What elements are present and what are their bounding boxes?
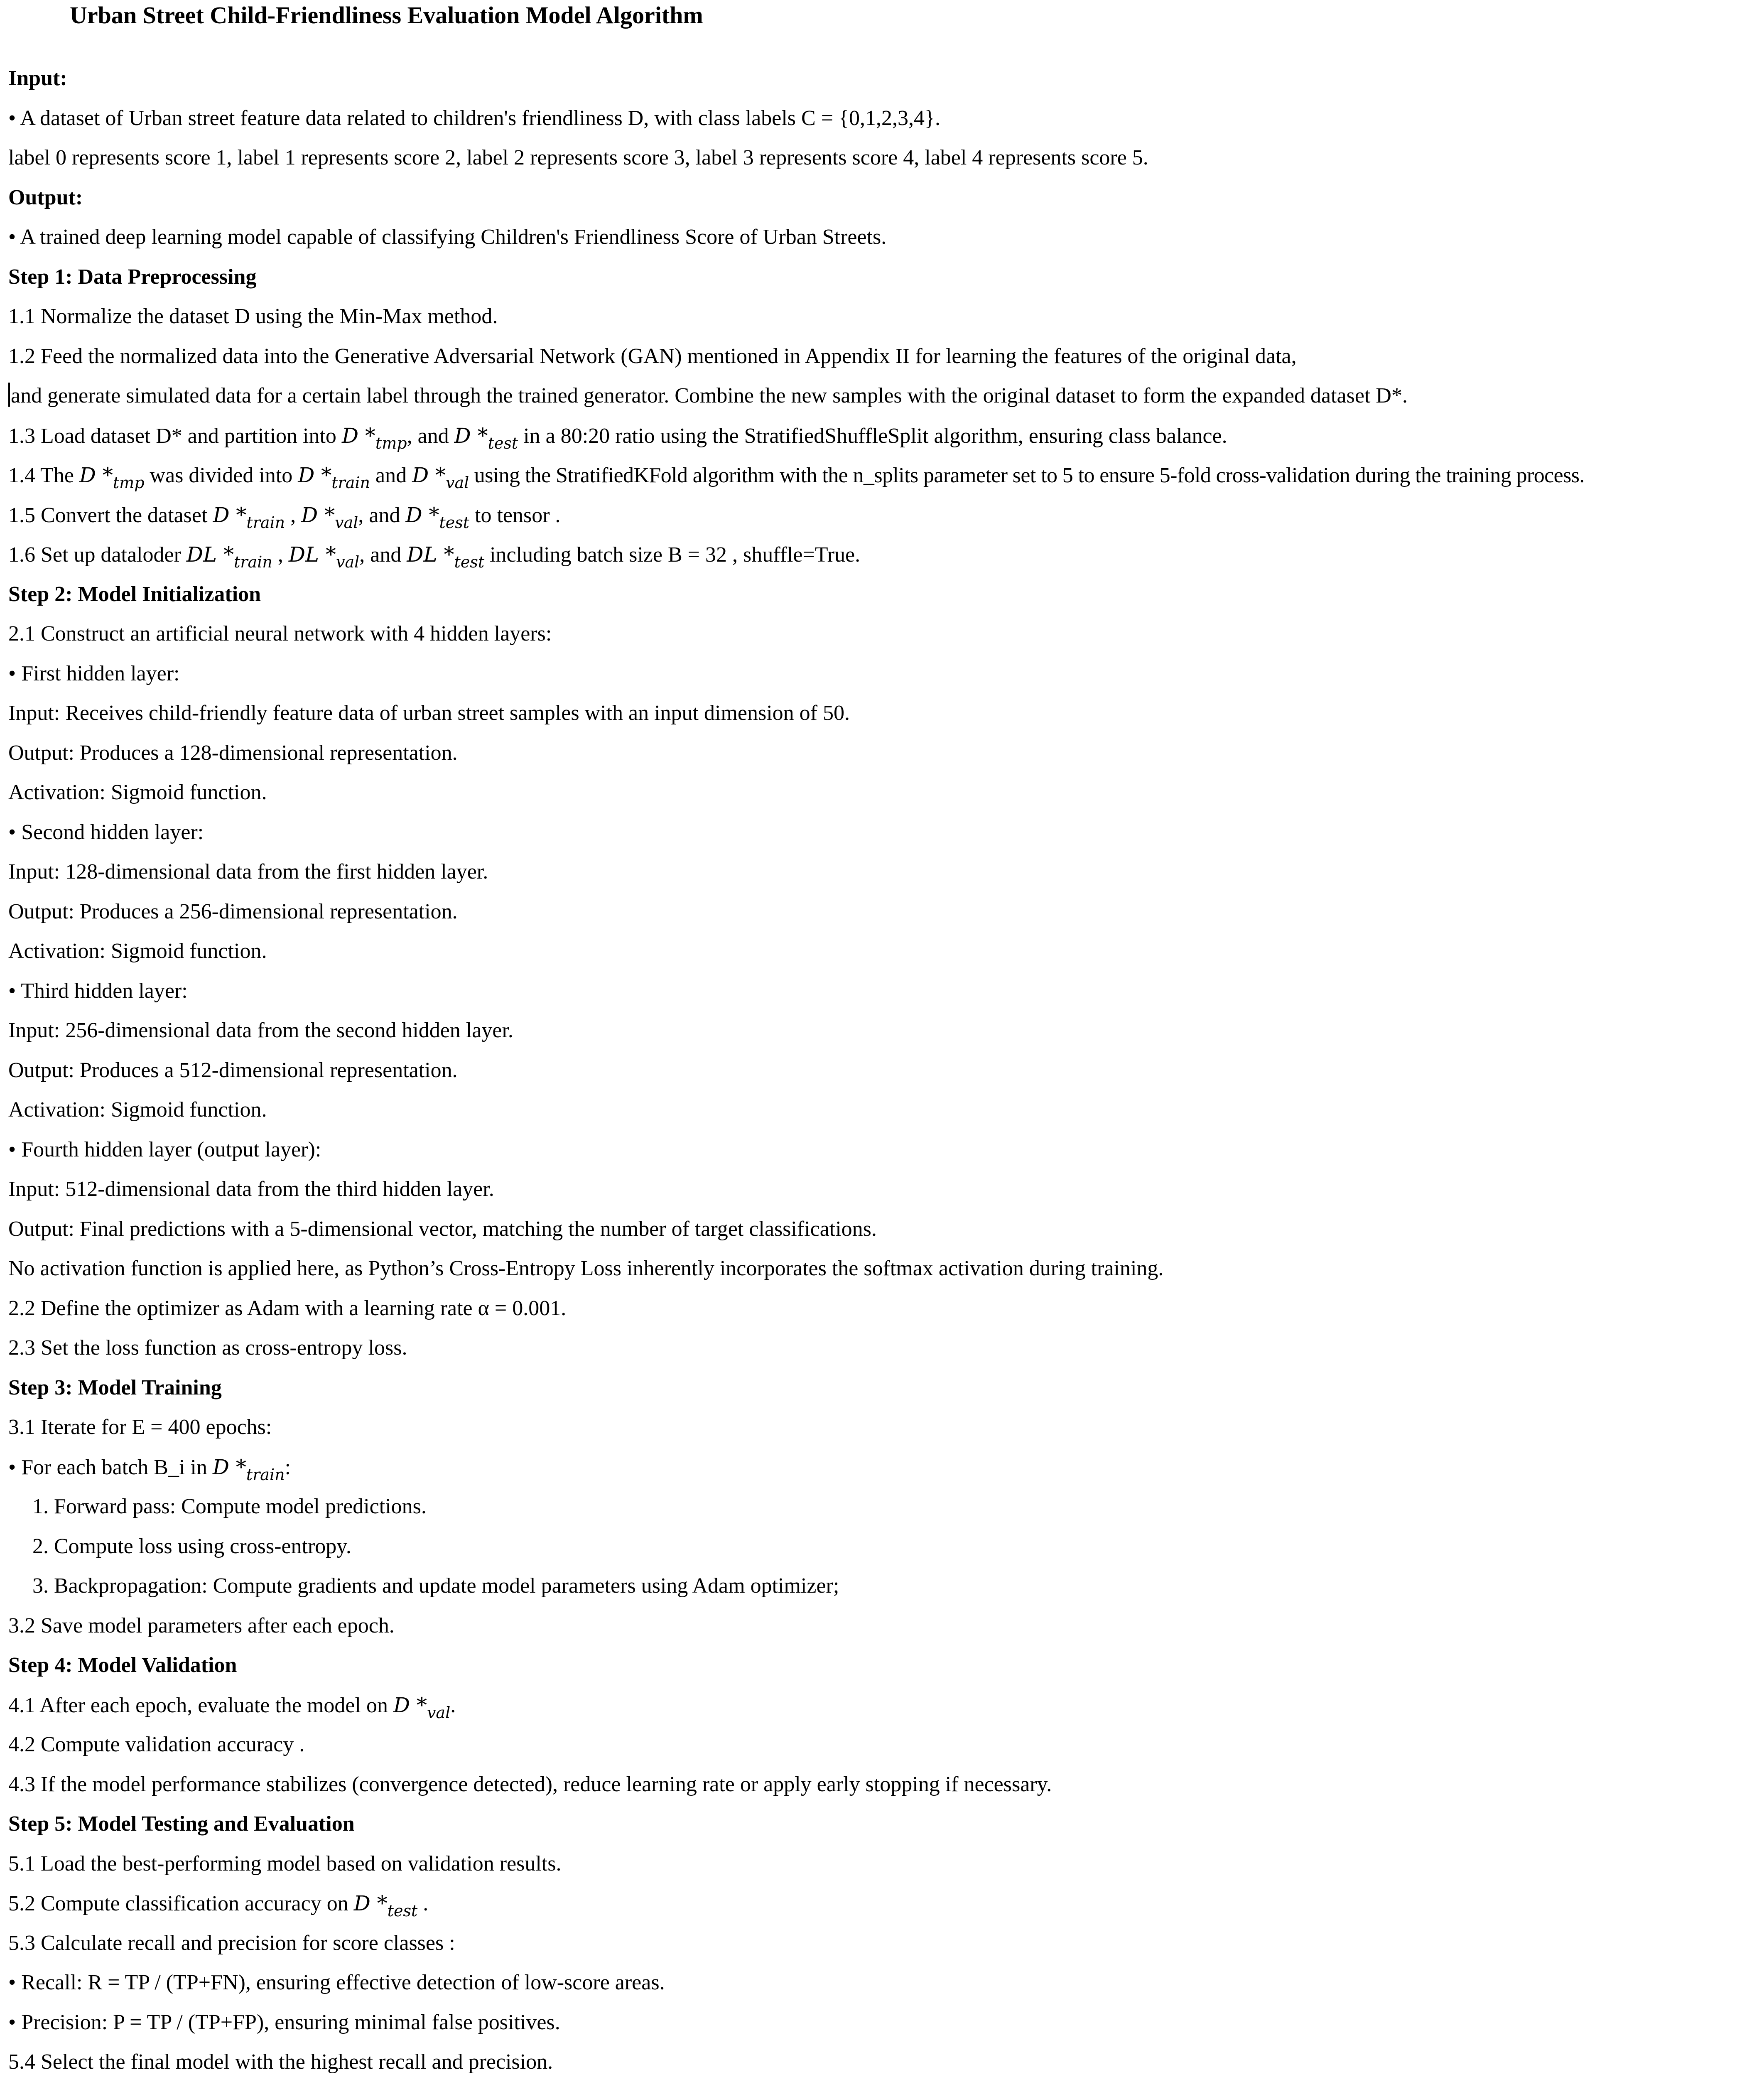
step-2-2: 2.2 Define the optimizer as Adam with a learning rate α = 0.001. <box>8 1296 567 1320</box>
step-2-1: 2.1 Construct an artificial neural network with 4 hidden layers: <box>8 622 552 646</box>
layer-1-input: Input: Receives child-friendly feature data of urban street samples with an input dimension of 50. <box>8 701 850 725</box>
text-run: using the StratifiedKFold algorithm with the n_splits parameter set to 5 to ensure 5-fold cross-validation during the training process. <box>469 464 1585 487</box>
math-subscript: train <box>246 1465 285 1484</box>
text-run: , <box>285 503 302 527</box>
text-run: and <box>370 464 412 487</box>
layer-2-input: Input: 128-dimensional data from the first hidden layer. <box>8 860 488 884</box>
text-run: was divided into <box>144 464 298 487</box>
layer-1-output: Output: Produces a 128-dimensional representation. <box>8 741 458 765</box>
math-subscript: train <box>331 474 370 492</box>
math-symbol: D * <box>301 503 335 527</box>
step-1-6 <box>8 541 1757 581</box>
text-run: including batch size B = 32 , shuffle=True. <box>484 543 861 567</box>
math-symbol: DL * <box>186 543 234 567</box>
input-dataset-line: • A dataset of Urban street feature data related to children's friendliness D, with class labels C = {0,1,2,3,4}. <box>8 106 940 130</box>
math-symbol: D * <box>393 1693 427 1717</box>
layer-4-heading: • Fourth hidden layer (output layer): <box>8 1137 321 1161</box>
layer-2-heading: • Second hidden layer: <box>8 820 204 844</box>
text-run: • For each batch B_i in <box>8 1455 213 1479</box>
step-3-1: 3.1 Iterate for E = 400 epochs: <box>8 1415 272 1439</box>
text-run: 1.4 The <box>8 464 79 487</box>
document-title: Urban Street Child-Friendliness Evaluation Model Algorithm <box>70 2 703 29</box>
math-symbol: D * <box>405 503 439 527</box>
text-run: , <box>272 543 289 567</box>
step-1-3 <box>8 422 1757 462</box>
math-subscript: val <box>335 513 358 532</box>
input-heading: Input: <box>8 66 67 90</box>
layer-2-output: Output: Produces a 256-dimensional representation. <box>8 899 458 923</box>
text-run: , and <box>359 543 407 567</box>
step-3-batch-loop <box>8 1453 1757 1493</box>
algorithm-body <box>8 65 1757 2077</box>
output-model-line: • A trained deep learning model capable of classifying Children's Friendliness Score of Urban Streets. <box>8 225 887 249</box>
step-5-3: 5.3 Calculate recall and precision for score classes : <box>8 1931 455 1955</box>
step-4-3: 4.3 If the model performance stabilizes (convergence detected), reduce learning rate or apply early stopping if necessary. <box>8 1772 1052 1796</box>
step-3-compute-loss: 2. Compute loss using cross-entropy. <box>32 1534 351 1558</box>
math-subscript: test <box>387 1902 418 1920</box>
text-run: 1.3 Load dataset D* and partition into <box>8 424 342 448</box>
math-symbol: D * <box>298 463 332 487</box>
text-run: 5.2 Compute classification accuracy on <box>8 1892 354 1915</box>
layer-1-heading: • First hidden layer: <box>8 661 180 685</box>
math-subscript: val <box>427 1703 451 1722</box>
math-symbol: D * <box>79 463 113 487</box>
step-5-2 <box>8 1890 1757 1930</box>
layer-2-activation: Activation: Sigmoid function. <box>8 939 267 963</box>
step-1-1: 1.1 Normalize the dataset D using the Min-Max method. <box>8 304 498 328</box>
step-4-heading: Step 4: Model Validation <box>8 1653 237 1677</box>
math-symbol: D * <box>341 423 375 448</box>
label-mapping-line: label 0 represents score 1, label 1 represents score 2, label 2 represents score 3, label 3 represents score 4, label 4 represents score 5. <box>8 146 1148 169</box>
layer-3-heading: • Third hidden layer: <box>8 979 188 1003</box>
math-symbol: D * <box>454 423 488 448</box>
text-run: 1.5 Convert the dataset <box>8 503 213 527</box>
math-symbol: DL * <box>288 543 336 567</box>
math-symbol: D * <box>212 1455 246 1479</box>
text-run: : <box>285 1455 291 1479</box>
math-subscript: train <box>234 553 272 571</box>
text-run: , and <box>358 503 406 527</box>
layer-3-input: Input: 256-dimensional data from the second hidden layer. <box>8 1019 513 1042</box>
layer-4-output: Output: Final predictions with a 5-dimensional vector, matching the number of target classifications. <box>8 1217 877 1241</box>
step-3-forward-pass: 1. Forward pass: Compute model predictions. <box>32 1495 427 1518</box>
layer-1-activation: Activation: Sigmoid function. <box>8 781 267 804</box>
math-symbol: D * <box>353 1891 388 1915</box>
text-run: . <box>450 1693 456 1717</box>
step-1-2-line-b-text: and generate simulated data for a certain label through the trained generator. Combine the new samples with the original dataset to form the expanded dataset D*. <box>11 384 1408 408</box>
math-subscript: tmp <box>113 474 145 492</box>
math-subscript: train <box>246 513 285 532</box>
math-symbol: D * <box>412 463 446 487</box>
layer-4-note: No activation function is applied here, as Python’s Cross-Entropy Loss inherently incorporates the softmax activation during training. <box>8 1257 1164 1280</box>
text-run: 4.1 After each epoch, evaluate the model on <box>8 1693 393 1717</box>
step-4-1 <box>8 1692 1757 1731</box>
step-2-heading: Step 2: Model Initialization <box>8 582 261 606</box>
math-symbol: DL * <box>407 543 454 567</box>
step-1-2-line-a: 1.2 Feed the normalized data into the Generative Adversarial Network (GAN) mentioned in Appendix II for learning the features of the original data, <box>8 344 1297 368</box>
math-subscript: test <box>488 434 518 452</box>
text-run: to tensor . <box>469 503 561 527</box>
output-heading: Output: <box>8 185 83 209</box>
step-1-heading: Step 1: Data Preprocessing <box>8 265 257 289</box>
step-1-2-line-b <box>8 382 1757 422</box>
step-5-4: 5.4 Select the final model with the highest recall and precision. <box>8 2050 553 2074</box>
step-5-recall: • Recall: R = TP / (TP+FN), ensuring effective detection of low-score areas. <box>8 1971 665 1994</box>
math-subscript: test <box>439 513 470 532</box>
layer-4-input: Input: 512-dimensional data from the third hidden layer. <box>8 1177 494 1201</box>
layer-3-activation: Activation: Sigmoid function. <box>8 1098 267 1122</box>
step-5-1: 5.1 Load the best-performing model based on validation results. <box>8 1851 562 1876</box>
step-3-backpropagation: 3. Backpropagation: Compute gradients and update model parameters using Adam optimizer; <box>32 1574 839 1598</box>
step-4-2: 4.2 Compute validation accuracy . <box>8 1733 305 1756</box>
step-5-heading: Step 5: Model Testing and Evaluation <box>8 1812 355 1836</box>
text-run: , and <box>407 424 454 448</box>
step-3-2: 3.2 Save model parameters after each epoch. <box>8 1613 395 1638</box>
text-run: in a 80:20 ratio using the StratifiedShuffleSplit algorithm, ensuring class balance. <box>518 424 1227 448</box>
text-run: 1.6 Set up dataloder <box>8 543 186 567</box>
step-3-heading: Step 3: Model Training <box>8 1375 222 1399</box>
step-1-4 <box>8 462 1757 501</box>
text-cursor-mark <box>8 383 10 407</box>
step-1-5 <box>8 501 1757 541</box>
math-subscript: tmp <box>375 434 407 452</box>
step-5-precision: • Precision: P = TP / (TP+FP), ensuring minimal false positives. <box>8 2010 560 2034</box>
step-2-3: 2.3 Set the loss function as cross-entropy loss. <box>8 1336 407 1360</box>
math-symbol: D * <box>213 503 247 527</box>
layer-3-output: Output: Produces a 512-dimensional representation. <box>8 1058 458 1082</box>
math-subscript: val <box>336 553 360 571</box>
text-run: . <box>417 1892 429 1915</box>
math-subscript: test <box>454 553 485 571</box>
math-subscript: val <box>446 474 469 492</box>
